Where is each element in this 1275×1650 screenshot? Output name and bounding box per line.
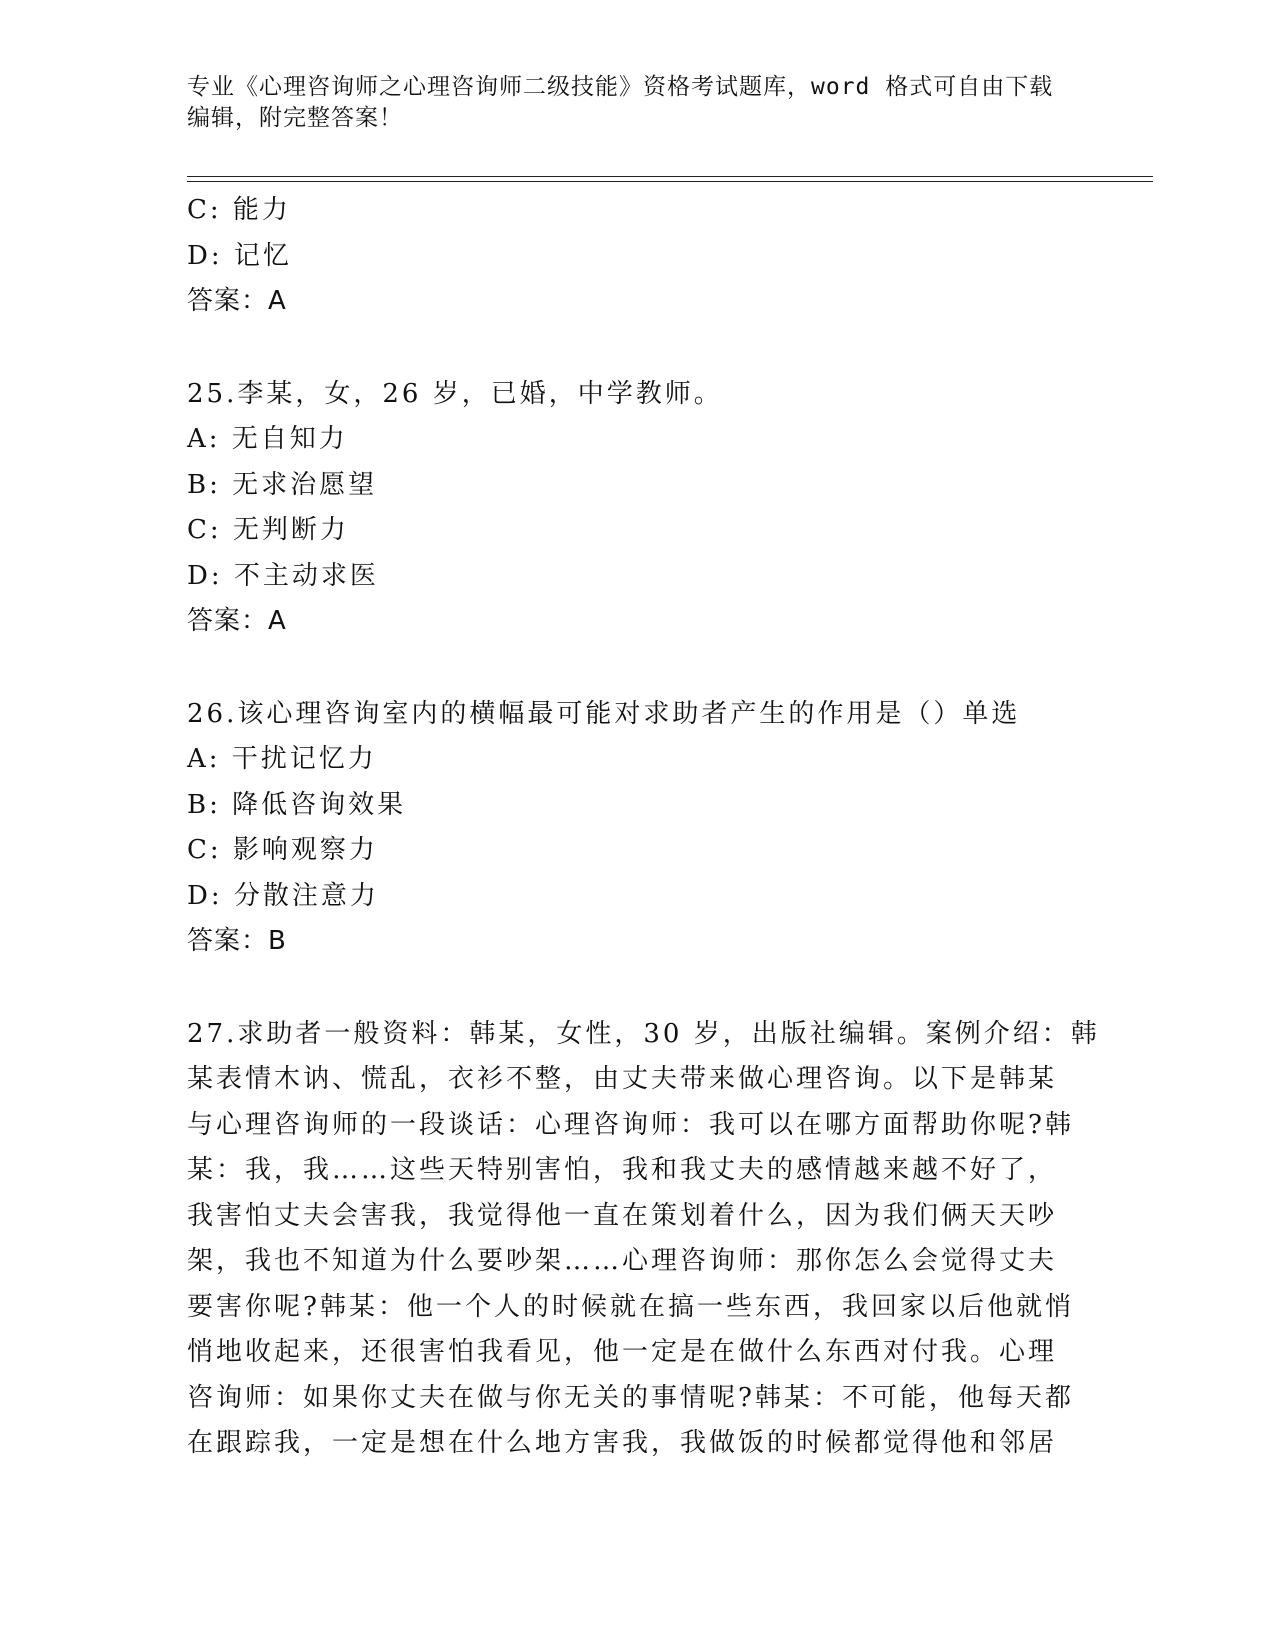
question-24-tail	[187, 188, 1097, 325]
option-c: C: 影响观察力	[187, 835, 378, 865]
answer-line: 答案：A	[187, 286, 287, 316]
answer-line: 答案：A	[187, 606, 287, 636]
header-line-2: 编辑，附完整答案！	[187, 105, 403, 131]
option-b: B: 降低咨询效果	[187, 789, 407, 820]
header-line-1: 专业《心理咨询师之心理咨询师二级技能》资格考试题库，word 格式可自由下载	[187, 74, 1054, 100]
paragraph-line: 要害你呢?韩某：他一个人的时候就在搞一些东西，我回家以后他就悄	[187, 1291, 1074, 1322]
paragraph-line: 咨询师：如果你丈夫在做与你无关的事情呢?韩某：不可能，他每天都	[187, 1382, 1074, 1413]
paragraph-line: 悄地收起来，还很害怕我看见，他一定是在做什么东西对付我。心理	[187, 1337, 1058, 1367]
option-d: D: 分散注意力	[187, 880, 379, 911]
option-d: D: 不主动求医	[187, 560, 379, 591]
paragraph-line: 与心理咨询师的一段谈话：心理咨询师：我可以在哪方面帮助你呢?韩	[187, 1109, 1074, 1140]
answer-line: 答案：B	[187, 926, 287, 956]
option-c: C: 无判断力	[187, 515, 349, 545]
paragraph-line: 某：我，我……这些天特别害怕，我和我丈夫的感情越来越不好了，	[187, 1155, 1058, 1185]
option-c: C: 能力	[187, 195, 291, 225]
question-25	[187, 372, 1097, 645]
question-list	[187, 188, 1100, 1467]
paragraph-line: 27.求助者一般资料：韩某，女性，30 岁，出版社编辑。案例介绍：韩	[187, 1018, 1100, 1049]
spacer	[187, 325, 1097, 372]
document-header	[187, 72, 1087, 134]
paragraph-line: 在跟踪我，一定是想在什么地方害我，我做饭的时候都觉得他和邻居	[187, 1428, 1058, 1458]
paragraph-line: 我害怕丈夫会害我，我觉得他一直在策划着什么，因为我们俩天天吵	[187, 1200, 1058, 1231]
option-b: B: 无求治愿望	[187, 469, 378, 500]
question-27	[187, 1012, 1100, 1467]
question-26	[187, 692, 1097, 965]
option-a: A: 干扰记忆力	[187, 744, 377, 774]
paragraph-line: 架，我也不知道为什么要吵架……心理咨询师：那你怎么会觉得丈夫	[187, 1246, 1058, 1276]
paragraph-line: 某表情木讷、慌乱，衣衫不整，由丈夫带来做心理咨询。以下是韩某	[187, 1064, 1058, 1094]
header-divider-bottom	[187, 181, 1153, 182]
question-stem: 25.李某，女，26 岁，已婚，中学教师。	[187, 378, 723, 409]
spacer	[187, 645, 1097, 692]
spacer	[187, 965, 1097, 1012]
header-divider-top	[187, 176, 1153, 177]
option-a: A: 无自知力	[187, 424, 348, 454]
option-d: D: 记忆	[187, 240, 292, 271]
question-stem: 26.该心理咨询室内的横幅最可能对求助者产生的作用是（）单选	[187, 698, 1021, 729]
